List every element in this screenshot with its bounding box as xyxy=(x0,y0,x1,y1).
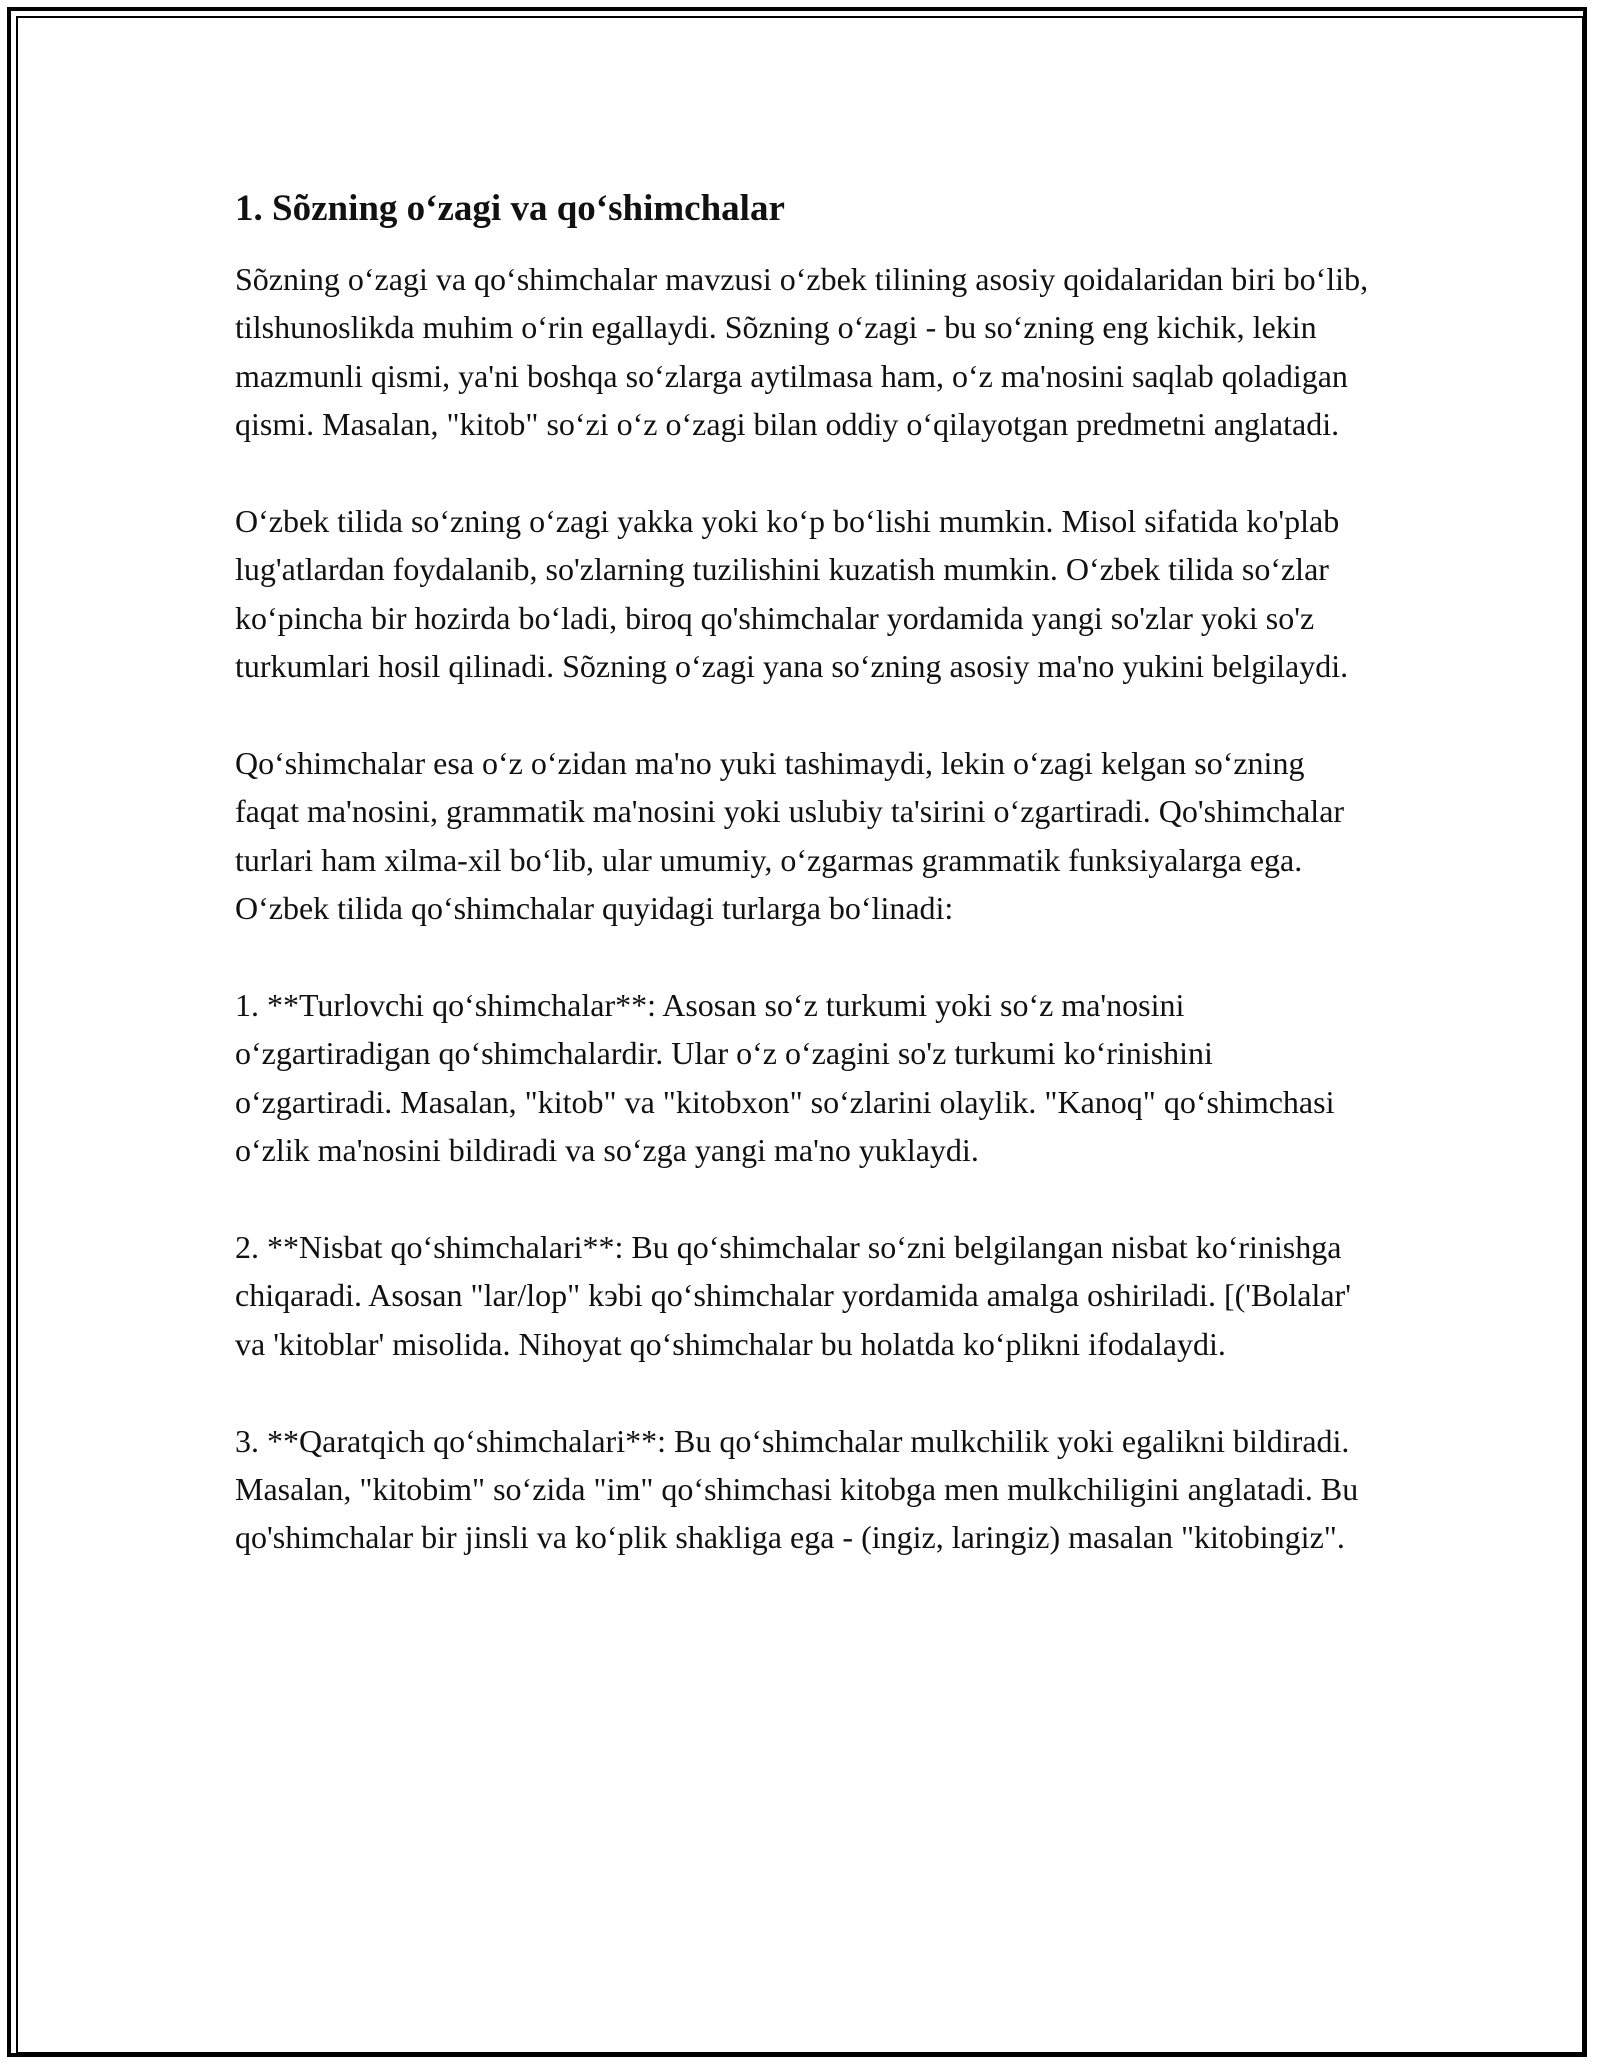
document-title: 1. Sõzning oʻzagi va qoʻshimchalar xyxy=(235,188,785,229)
list-item-1: 1. **Turlovchi qoʻshimchalar**: Asosan soʻz turkumi yoki soʻz ma'nosini oʻzgartiradigan qoʻshimchalardir. Ular oʻz oʻzagini so'z turkumi koʻrinishini oʻzgartiradi. Masalan, "kitob" va "kitobxon" soʻzlarini olaylik. "Kanoq" qoʻshimchasi oʻzlik ma'nosini bildiradi va soʻzga yangi ma'no yuklaydi. xyxy=(235,987,1335,1169)
list-item-2: 2. **Nisbat qoʻshimchalari**: Bu qoʻshimchalar soʻzni belgilangan nisbat koʻrinishga chiqaradi. Asosan "lar/lop" kэbi qoʻshimchalar yordamida amalga oshiriladi. [('Bolalar' va 'kitoblar' misolida. Nihoyat qoʻshimchalar bu holatda koʻplikni ifodalaydi. xyxy=(235,1229,1351,1362)
paragraph-2: Oʻzbek tilida soʻzning oʻzagi yakka yoki koʻp boʻlishi mumkin. Misol sifatida ko'plab lug'atlardan foydalanib, so'zlarning tuzilishini kuzatish mumkin. Oʻzbek tilida soʻzlar koʻpincha bir hozirda boʻladi, biroq qo'shimchalar yordamida yangi so'zlar yoki so'z turkumlari hosil qilinadi. Sõzning oʻzagi yana soʻzning asosiy ma'no yukini belgilaydi. xyxy=(235,503,1349,685)
paragraph-1: Sõzning oʻzagi va qoʻshimchalar mavzusi oʻzbek tilining asosiy qoidalaridan biri boʻlib, tilshunoslikda muhim oʻrin egallaydi. Sõzning oʻzagi - bu soʻzning eng kichik, lekin mazmunli qismi, ya'ni boshqa soʻzlarga aytilmasa ham, oʻz ma'nosini saqlab qoladigan qismi. Masalan, "kitob" soʻzi oʻz oʻzagi bilan oddiy oʻqilayotgan predmetni anglatadi. xyxy=(235,261,1369,443)
list-item-3: 3. **Qaratqich qoʻshimchalari**: Bu qoʻshimchalar mulkchilik yoki egalikni bildiradi. Masalan, "kitobim" soʻzida "im" qoʻshimchasi kitobga men mulkchiligini anglatadi. Bu qo'shimchalar bir jinsli va koʻplik shakliga ega - (ingiz, laringiz) masalan "kitobingiz". xyxy=(235,1422,1359,1556)
document-body xyxy=(235,185,1375,1610)
paragraph-3: Qoʻshimchalar esa oʻz oʻzidan ma'no yuki tashimaydi, lekin oʻzagi kelgan soʻzning faqat ma'nosini, grammatik ma'nosini yoki uslubiy ta'sirini oʻzgartiradi. Qo'shimchalar turlari ham xilma-xil boʻlib, ular umumiy, oʻzgarmas grammatik funksiyalarga ega. Oʻzbek tilida qoʻshimchalar quyidagi turlarga boʻlinadi: xyxy=(235,745,1345,927)
